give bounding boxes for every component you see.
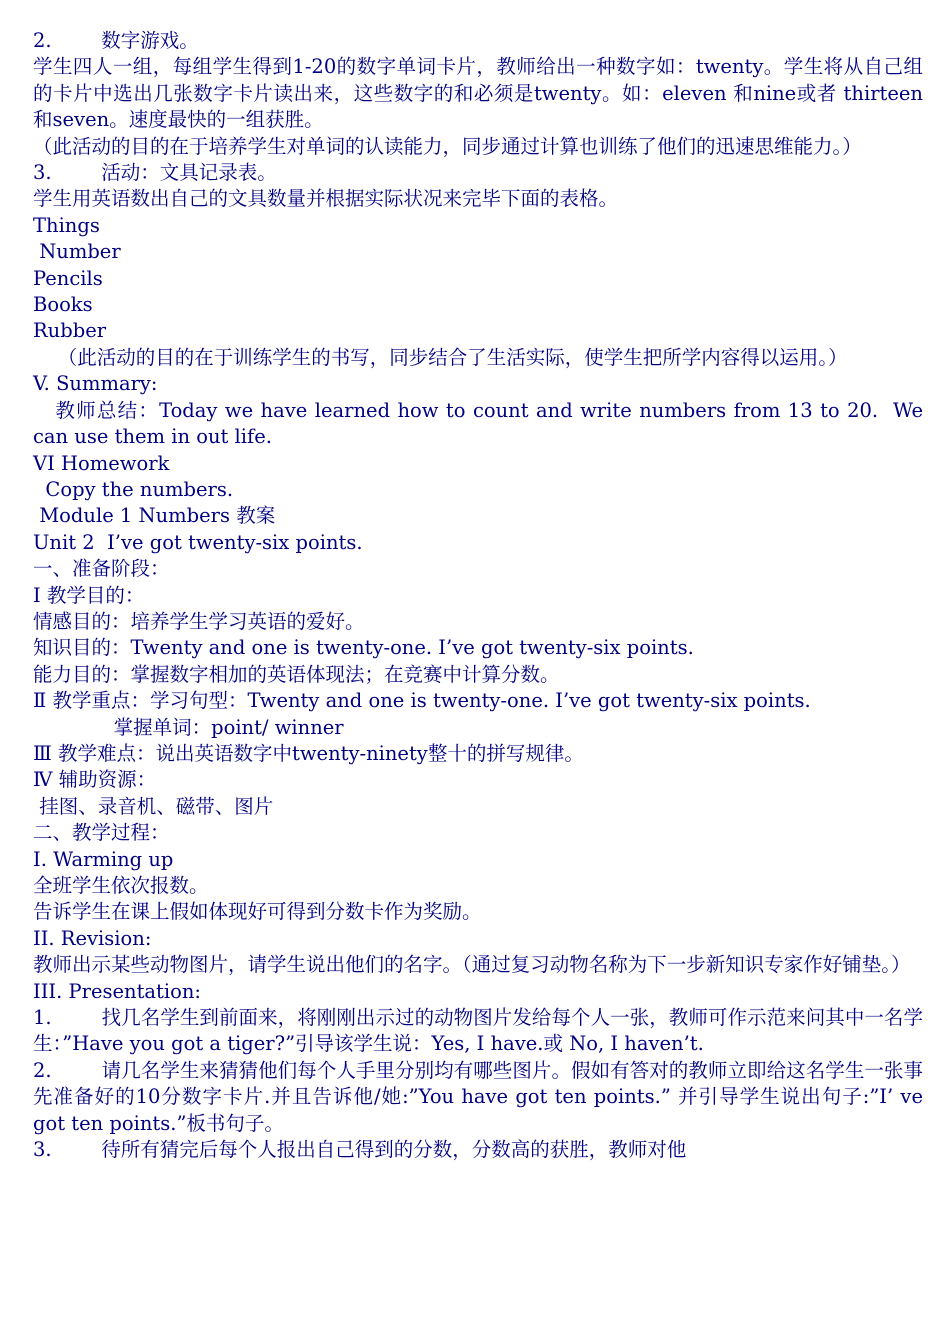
text-line: 3. 待所有猜完后每个人报出自己得到的分数，分数高的获胜，教师对他 xyxy=(33,1138,687,1162)
table-header-number: Number xyxy=(33,240,121,264)
table-row-rubber: Rubber xyxy=(33,319,107,343)
section-heading: Ⅳ 辅助资源： xyxy=(33,768,157,792)
text-line: 学生用英语数出自己的文具数量并根据实际状况来完毕下面的表格。 xyxy=(33,187,619,211)
text-line: （此活动的目的在于培养学生对单词的认读能力，同步通过计算也训练了他们的迅速思维能力。） xyxy=(33,134,862,158)
text-line: 教师出示某些动物图片，请学生说出他们的名字。（通过复习动物名称为下一步新知识专家作好铺垫。） xyxy=(33,953,911,977)
text-line: Ⅲ 教学难点：说出英语数字中twenty-ninety整十的拼写规律。 xyxy=(33,741,584,765)
table-row-books: Books xyxy=(33,293,93,317)
text-line: 告诉学生在课上假如体现好可得到分数卡作为奖励。 xyxy=(33,900,482,924)
table-row-pencils: Pencils xyxy=(33,266,103,290)
section-heading: Ⅰ 教学目的： xyxy=(33,583,145,607)
section-heading: II. Revision: xyxy=(33,926,152,950)
section-heading: I. Warming up xyxy=(33,847,174,871)
text-line: Copy the numbers. xyxy=(33,477,234,501)
text-line: 全班学生依次报数。 xyxy=(33,874,209,897)
document-page xyxy=(33,28,930,1163)
section-heading: III. Presentation: xyxy=(33,979,201,1003)
text-line: 能力目的：掌握数字相加的英语体现法；在竞赛中计算分数。 xyxy=(33,662,560,686)
section-heading: 二、教学过程： xyxy=(33,821,170,845)
table-header-things: Things xyxy=(33,213,100,237)
text-line: 2. 数字游戏。 xyxy=(33,29,199,52)
module-title: Module 1 Numbers 教案 xyxy=(33,504,276,528)
section-heading: 一、准备阶段： xyxy=(33,557,170,581)
text-line: 挂图、录音机、磁带、图片 xyxy=(33,794,274,818)
text-line: Ⅱ 教学重点：学习句型：Twenty and one is twenty-one. I’ve got twenty-six points. xyxy=(33,689,811,713)
text-line: 学生四人一组，每组学生得到1-20的数字单词卡片，教师给出一种数字如：twenty。学生将从自己组的卡片中选出几张数字卡片读出来，这些数字的和必须是twenty。如：eleven 和nine或者 thirteen 和seven。速度最快的一组获胜。 xyxy=(33,55,930,132)
unit-title: Unit 2 I’ve got twenty-six points. xyxy=(33,530,363,554)
section-heading: V. Summary: xyxy=(33,372,158,396)
text-line: 知识目的：Twenty and one is twenty-one. I’ve got twenty-six points. xyxy=(33,636,694,660)
text-line: 情感目的：培养学生学习英语的爱好。 xyxy=(33,609,365,633)
section-heading: VI Homework xyxy=(33,451,170,475)
text-line: 3. 活动：文具记录表。 xyxy=(33,161,277,185)
text-line: 掌握单词：point/ winner xyxy=(33,715,344,739)
text-line: 2. 请几名学生来猜猜他们每个人手里分别均有哪些图片。假如有答对的教师立即给这名学生一张事先准备好的10分数字卡片.并且告诉他/她:”You have got ten points.” 并引导学生说出句子:”I’ ve got ten points.”板书句子。 xyxy=(33,1058,930,1135)
text-line: 教师总结：Today we have learned how to count and write numbers from 13 to 20. We can use them in out life. xyxy=(33,398,930,449)
text-line: （此活动的目的在于训练学生的书写，同步结合了生活实际，使学生把所学内容得以运用。） xyxy=(33,345,848,369)
text-line: 1. 找几名学生到前面来，将刚刚出示过的动物图片发给每个人一张，教师可作示范来问其中一名学生：”Have you got a tiger?”引导该学生说：Yes, I have.或 No, I haven’t. xyxy=(33,1006,923,1056)
